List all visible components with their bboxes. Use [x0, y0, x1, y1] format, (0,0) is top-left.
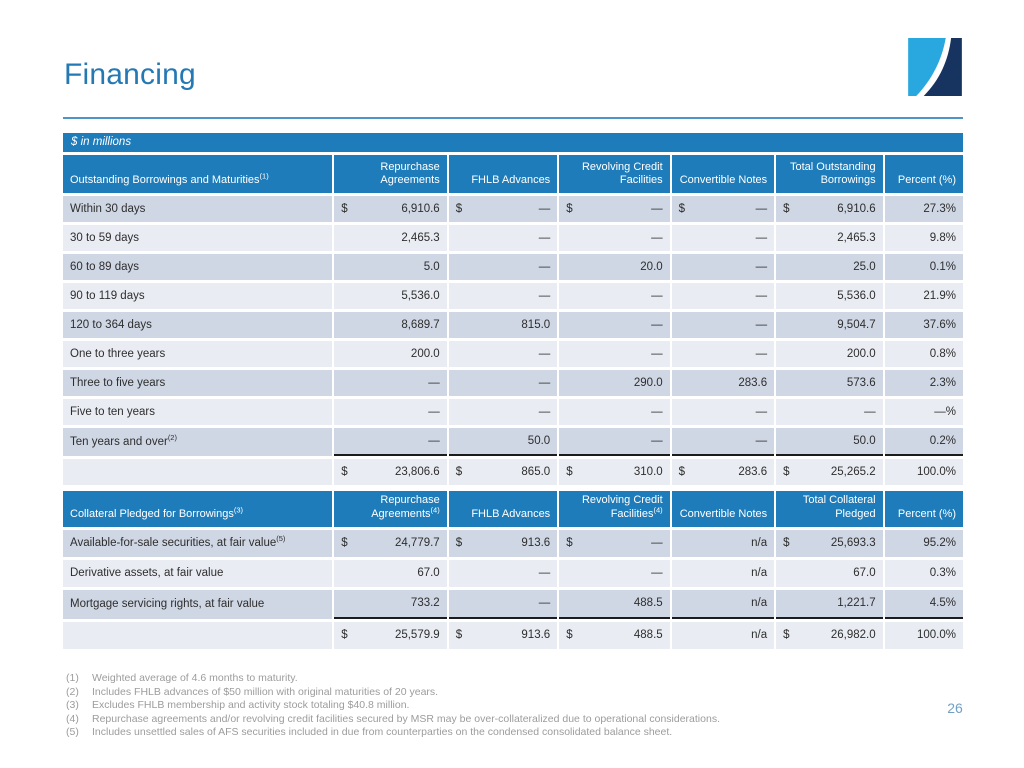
value-cell	[672, 283, 774, 309]
value-cell	[449, 399, 557, 425]
value-cell	[672, 590, 774, 619]
value-cell	[885, 370, 963, 396]
column-header: Convertible Notes	[672, 155, 774, 193]
table-row	[63, 370, 963, 396]
value-cell	[334, 560, 447, 587]
cell-value: n/a	[751, 597, 768, 609]
column-header: FHLB Advances	[449, 491, 557, 527]
value-cell	[776, 530, 882, 557]
cell-value: —	[755, 261, 768, 273]
cell-value: 913.6	[521, 537, 551, 549]
dollar-sign: $	[678, 203, 686, 215]
page-title: Financing	[64, 58, 196, 91]
column-header: Percent (%)	[885, 491, 963, 527]
value-cell	[776, 225, 882, 251]
cell-value: n/a	[751, 537, 768, 549]
value-cell	[885, 312, 963, 338]
value-cell	[776, 254, 882, 280]
cell-value: —	[651, 435, 663, 447]
value-cell	[449, 560, 557, 587]
dollar-sign: $	[341, 537, 348, 549]
cell-value: 95.2%	[923, 537, 956, 549]
dollar-sign: $	[566, 203, 573, 215]
cell-value: —	[428, 435, 440, 447]
cell-value: —	[755, 435, 768, 447]
company-logo	[908, 38, 962, 96]
cell-value: n/a	[751, 629, 768, 641]
value-cell	[885, 560, 963, 587]
column-header: Repurchase Agreements	[334, 155, 447, 193]
value-cell	[334, 530, 447, 557]
cell-value: 865.0	[521, 466, 551, 478]
table-row	[63, 312, 963, 338]
cell-value: 0.1%	[929, 261, 956, 273]
cell-value: 100.0%	[916, 466, 956, 478]
value-cell	[559, 341, 669, 367]
cell-value: 200.0	[410, 348, 440, 360]
cell-value: 50.0	[853, 435, 876, 447]
value-cell	[334, 312, 447, 338]
value-cell	[672, 399, 774, 425]
dollar-sign: $	[783, 629, 790, 641]
cell-value: 815.0	[521, 319, 551, 331]
units-label-bar: $ in millions	[63, 133, 963, 152]
value-cell	[776, 283, 882, 309]
cell-value: 9.8%	[929, 232, 956, 244]
value-cell	[334, 459, 447, 485]
footnote	[66, 686, 846, 700]
cell-value: —	[651, 232, 663, 244]
value-cell	[559, 622, 669, 649]
cell-value: —%	[934, 406, 956, 418]
value-cell	[672, 312, 774, 338]
value-cell	[449, 459, 557, 485]
value-cell	[885, 254, 963, 280]
cell-value: 26,982.0	[830, 629, 876, 641]
value-cell	[334, 370, 447, 396]
value-cell	[672, 341, 774, 367]
footnote-text: Excludes FHLB membership and activity stock totaling $40.8 million.	[92, 699, 410, 712]
cell-value: —	[651, 406, 663, 418]
value-cell	[672, 459, 774, 485]
table-row	[63, 530, 963, 557]
value-cell	[334, 225, 447, 251]
value-cell	[559, 399, 669, 425]
value-cell	[885, 530, 963, 557]
value-cell	[885, 196, 963, 222]
value-cell	[776, 341, 882, 367]
cell-value: —	[651, 203, 663, 215]
cell-value: —	[538, 567, 551, 579]
column-header: Revolving Credit Facilities$^{(4)}$	[559, 491, 669, 527]
value-cell	[334, 399, 447, 425]
table-row	[63, 428, 963, 456]
cell-value: —	[538, 597, 551, 609]
outstanding-borrowings-table	[61, 152, 965, 488]
row-label: Five to ten years	[63, 399, 332, 425]
value-cell	[559, 459, 669, 485]
cell-value: —	[755, 348, 768, 360]
cell-value: 0.2%	[929, 435, 956, 447]
cell-value: —	[755, 406, 768, 418]
cell-value: —	[538, 348, 551, 360]
cell-value: —	[651, 348, 663, 360]
table-row	[63, 399, 963, 425]
cell-value: 2,465.3	[401, 232, 440, 244]
cell-value: —	[538, 261, 551, 273]
value-cell	[559, 312, 669, 338]
column-header: Outstanding Borrowings and Maturities$^{(1)}$	[63, 155, 332, 193]
dollar-sign: $	[783, 537, 790, 549]
footnote-number: (1)	[66, 672, 79, 684]
value-cell	[449, 341, 557, 367]
cell-value: 5,536.0	[837, 290, 876, 302]
value-cell	[334, 341, 447, 367]
dollar-sign: $	[341, 466, 348, 478]
column-header: Convertible Notes	[672, 491, 774, 527]
footnote	[66, 672, 846, 686]
cell-value: 488.5	[633, 597, 663, 609]
value-cell	[885, 283, 963, 309]
row-label: Ten years and over$^{(2)}$	[63, 428, 332, 456]
value-cell	[776, 622, 882, 649]
dollar-sign: $	[455, 466, 463, 478]
cell-value: 25,579.9	[394, 629, 440, 641]
cell-value: 488.5	[633, 629, 663, 641]
title-divider	[63, 117, 963, 119]
value-cell	[449, 312, 557, 338]
value-cell	[449, 196, 557, 222]
collateral-pledged-table	[61, 488, 965, 652]
value-cell	[559, 254, 669, 280]
column-header: Percent (%)	[885, 155, 963, 193]
cell-value: 6,910.6	[401, 203, 440, 215]
value-cell	[885, 590, 963, 619]
column-header: Repurchase Agreements$^{(4)}$	[334, 491, 447, 527]
cell-value: —	[428, 406, 440, 418]
value-cell	[776, 399, 882, 425]
dollar-sign: $	[341, 629, 348, 641]
cell-value: 25.0	[853, 261, 876, 273]
cell-value: 37.6%	[923, 319, 956, 331]
row-label: One to three years	[63, 341, 332, 367]
dollar-sign: $	[783, 203, 790, 215]
table-row	[63, 196, 963, 222]
value-cell	[672, 428, 774, 456]
page-number: 26	[947, 700, 963, 716]
cell-value: 310.0	[633, 466, 663, 478]
cell-value: 283.6	[738, 466, 768, 478]
footnote-text: Repurchase agreements and/or revolving credit facilities secured by MSR may be over-collateralized due to operational considerations.	[92, 712, 720, 725]
value-cell	[672, 196, 774, 222]
cell-value: 8,689.7	[401, 319, 440, 331]
row-label: Mortgage servicing rights, at fair value	[63, 590, 332, 619]
footnote	[66, 713, 846, 727]
dollar-sign: $	[566, 466, 573, 478]
row-label	[63, 622, 332, 649]
value-cell	[559, 560, 669, 587]
value-cell	[559, 428, 669, 456]
value-cell	[672, 560, 774, 587]
cell-value: 913.6	[521, 629, 551, 641]
footnote-number: (2)	[66, 685, 79, 698]
cell-value: —	[755, 203, 768, 215]
value-cell	[776, 428, 882, 456]
cell-value: 573.6	[846, 377, 876, 389]
dollar-sign: $	[455, 537, 463, 549]
cell-value: 0.3%	[929, 567, 956, 579]
value-cell	[559, 225, 669, 251]
row-label: Available-for-sale securities, at fair value$^{(5)}$	[63, 530, 332, 557]
cell-value: 50.0	[527, 435, 551, 447]
cell-value: 25,693.3	[830, 537, 876, 549]
row-label: Derivative assets, at fair value	[63, 560, 332, 587]
value-cell	[885, 622, 963, 649]
row-label: Three to five years	[63, 370, 332, 396]
cell-value: 20.0	[640, 261, 663, 273]
row-label	[63, 459, 332, 485]
total-row	[63, 622, 963, 649]
dollar-sign: $	[341, 203, 348, 215]
cell-value: —	[538, 203, 551, 215]
footnote-number: (4)	[66, 712, 79, 725]
table-row	[63, 283, 963, 309]
cell-value: —	[651, 567, 663, 579]
footnote-number: (3)	[66, 699, 79, 712]
footnote-text: Weighted average of 4.6 months to maturity.	[92, 672, 298, 684]
cell-value: 283.6	[738, 377, 768, 389]
value-cell	[559, 530, 669, 557]
value-cell	[559, 370, 669, 396]
value-cell	[449, 225, 557, 251]
cell-value: 9,504.7	[837, 319, 876, 331]
value-cell	[672, 370, 774, 396]
table-row	[63, 254, 963, 280]
cell-value: 67.0	[853, 567, 876, 579]
value-cell	[334, 283, 447, 309]
value-cell	[776, 196, 882, 222]
cell-value: —	[651, 537, 663, 549]
value-cell	[449, 428, 557, 456]
value-cell	[672, 254, 774, 280]
cell-value: —	[538, 232, 551, 244]
row-label: 60 to 89 days	[63, 254, 332, 280]
value-cell	[672, 530, 774, 557]
cell-value: 5.0	[423, 261, 440, 273]
value-cell	[449, 254, 557, 280]
table-row	[63, 341, 963, 367]
tables-area	[63, 152, 967, 652]
cell-value: 67.0	[417, 567, 440, 579]
cell-value: —	[428, 377, 440, 389]
value-cell	[334, 590, 447, 619]
column-header: Total Collateral Pledged	[776, 491, 882, 527]
row-label: 90 to 119 days	[63, 283, 332, 309]
value-cell	[449, 530, 557, 557]
footnote-text: Includes unsettled sales of AFS securities included in due from counterparties on the condensed consolidated balance sheet.	[92, 726, 673, 739]
cell-value: 23,806.6	[394, 466, 440, 478]
dollar-sign: $	[783, 466, 790, 478]
total-row	[63, 459, 963, 485]
dollar-sign: $	[455, 629, 463, 641]
value-cell	[449, 622, 557, 649]
cell-value: n/a	[751, 567, 768, 579]
value-cell	[449, 590, 557, 619]
value-cell	[449, 283, 557, 309]
row-label: 30 to 59 days	[63, 225, 332, 251]
value-cell	[885, 341, 963, 367]
table-row	[63, 590, 963, 619]
cell-value: —	[538, 406, 551, 418]
value-cell	[885, 459, 963, 485]
cell-value: 2.3%	[929, 377, 956, 389]
footnote	[66, 726, 846, 740]
value-cell	[776, 370, 882, 396]
cell-value: 200.0	[846, 348, 876, 360]
cell-value: 2,465.3	[837, 232, 876, 244]
value-cell	[449, 370, 557, 396]
cell-value: —	[651, 290, 663, 302]
value-cell	[776, 459, 882, 485]
cell-value: 6,910.6	[837, 203, 876, 215]
value-cell	[885, 399, 963, 425]
column-header: Total Outstanding Borrowings	[776, 155, 882, 193]
footnote-number: (5)	[66, 726, 79, 739]
cell-value: —	[755, 232, 768, 244]
cell-value: 733.2	[410, 597, 440, 609]
cell-value: 27.3%	[923, 203, 956, 215]
row-label: Within 30 days	[63, 196, 332, 222]
column-header: Collateral Pledged for Borrowings$^{(3)}$	[63, 491, 332, 527]
value-cell	[559, 590, 669, 619]
cell-value: —	[755, 319, 768, 331]
value-cell	[334, 428, 447, 456]
value-cell	[334, 196, 447, 222]
cell-value: —	[864, 406, 876, 418]
dollar-sign: $	[566, 537, 573, 549]
table-row	[63, 560, 963, 587]
value-cell	[334, 254, 447, 280]
cell-value: 25,265.2	[830, 466, 876, 478]
cell-value: 5,536.0	[401, 290, 440, 302]
cell-value: 100.0%	[916, 629, 956, 641]
value-cell	[334, 622, 447, 649]
footnote-text: Includes FHLB advances of $50 million with original maturities of 20 years.	[92, 685, 439, 698]
cell-value: 21.9%	[923, 290, 956, 302]
value-cell	[672, 225, 774, 251]
cell-value: 24,779.7	[394, 537, 440, 549]
cell-value: 4.5%	[929, 597, 956, 609]
column-header: Revolving Credit Facilities	[559, 155, 669, 193]
cell-value: —	[538, 290, 551, 302]
dollar-sign: $	[678, 466, 686, 478]
cell-value: —	[651, 319, 663, 331]
cell-value: 0.8%	[929, 348, 956, 360]
value-cell	[559, 196, 669, 222]
row-label: 120 to 364 days	[63, 312, 332, 338]
footnotes	[66, 672, 846, 740]
cell-value: —	[538, 377, 551, 389]
value-cell	[885, 428, 963, 456]
value-cell	[776, 590, 882, 619]
value-cell	[885, 225, 963, 251]
table-row	[63, 225, 963, 251]
value-cell	[672, 622, 774, 649]
cell-value: 290.0	[633, 377, 663, 389]
cell-value: —	[755, 290, 768, 302]
cell-value: 1,221.7	[837, 597, 876, 609]
dollar-sign: $	[455, 203, 463, 215]
footnote	[66, 699, 846, 713]
column-header: FHLB Advances	[449, 155, 557, 193]
value-cell	[776, 312, 882, 338]
dollar-sign: $	[566, 629, 573, 641]
value-cell	[776, 560, 882, 587]
value-cell	[559, 283, 669, 309]
